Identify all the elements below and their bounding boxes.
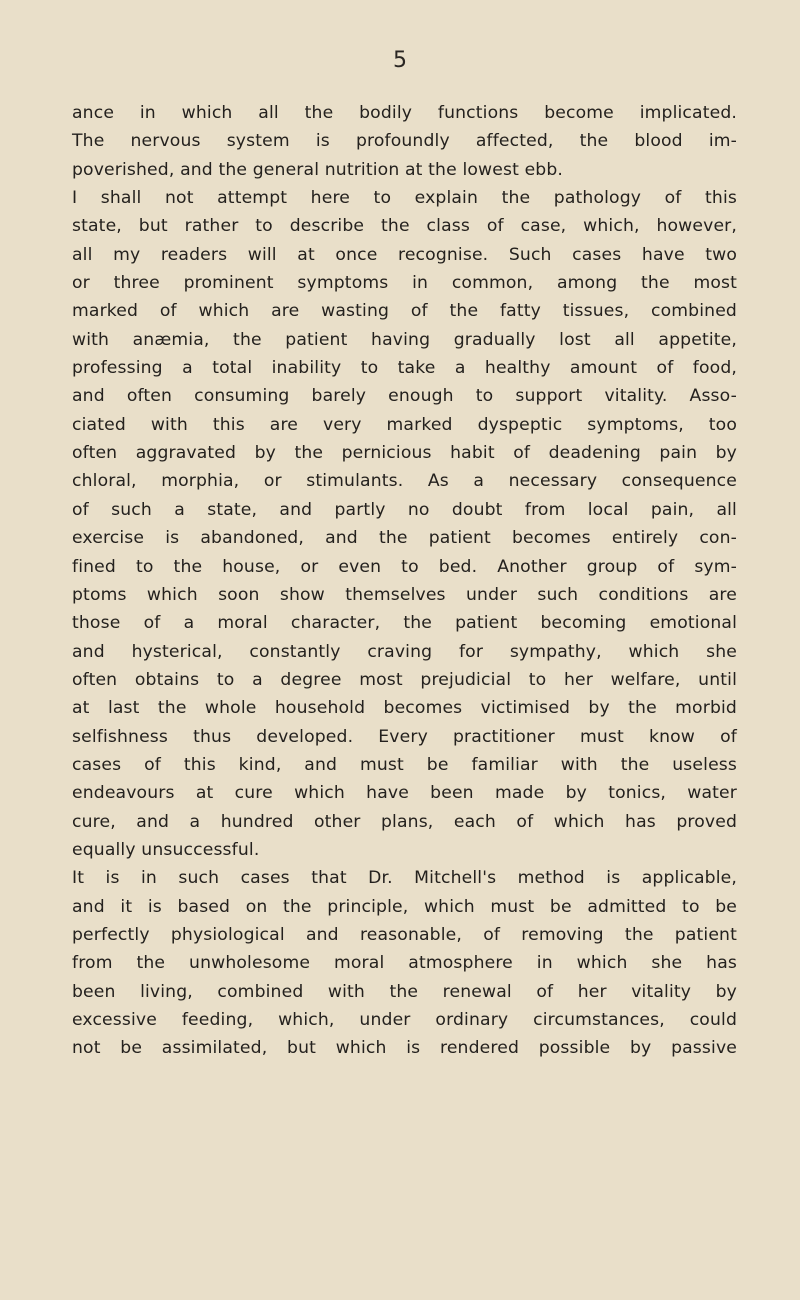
text-line: cases of this kind, and must be familiar with the useless (72, 754, 737, 775)
text-line: at last the whole household becomes victimised by the morbid (72, 698, 737, 719)
text-line: ance in which all the bodily functions become implicated. (72, 103, 737, 123)
body-text (72, 99, 737, 1063)
text-line: The nervous system is profoundly affected, the blood im- (72, 131, 737, 152)
text-line: ciated with this are very marked dyspeptic symptoms, too (72, 414, 737, 435)
text-line: exercise is abandoned, and the patient becomes entirely con- (72, 528, 737, 549)
text-line: It is in such cases that Dr. Mitchell's method is applicable, (72, 868, 737, 889)
text-line: of such a state, and partly no doubt from local pain, all (72, 499, 737, 520)
text-line: fined to the house, or even to bed. Another group of sym- (72, 556, 737, 577)
text-line: been living, combined with the renewal of her vitality by (72, 981, 737, 1002)
text-line: cure, and a hundred other plans, each of which has proved (72, 811, 737, 832)
text-line: from the unwholesome moral atmosphere in which she has (72, 953, 737, 974)
text-line: I shall not attempt here to explain the pathology of this (72, 188, 737, 209)
text-line: selfishness thus developed. Every practitioner must know of (72, 726, 737, 747)
text-line: with anæmia, the patient having gradually lost all appetite, (72, 329, 737, 350)
text-line: often obtains to a degree most prejudicial to her welfare, until (72, 669, 737, 690)
text-line: those of a moral character, the patient becoming emotional (72, 613, 737, 634)
text-line: state, but rather to describe the class of case, which, however, (72, 216, 737, 237)
text-line: poverished, and the general nutrition at the lowest ebb. (72, 159, 564, 180)
text-line: or three prominent symptoms in common, among the most (72, 273, 737, 294)
text-line: professing a total inability to take a healthy amount of food, (72, 358, 737, 379)
text-line: all my readers will at once recognise. Such cases have two (72, 244, 737, 265)
text-line: perfectly physiological and reasonable, of removing the patient (72, 924, 737, 945)
text-line: and it is based on the principle, which must be admitted to be (72, 896, 737, 917)
text-line: marked of which are wasting of the fatty tissues, combined (72, 301, 737, 322)
text-line: chloral, morphia, or stimulants. As a necessary consequence (72, 471, 737, 492)
text-line: endeavours at cure which have been made by tonics, water (72, 783, 737, 804)
text-line: and hysterical, constantly craving for sympathy, which she (72, 641, 737, 662)
text-line: excessive feeding, which, under ordinary circumstances, could (72, 1010, 737, 1030)
text-line: ptoms which soon show themselves under such conditions are (72, 584, 737, 605)
text-line: and often consuming barely enough to support vitality. Asso- (72, 386, 737, 407)
text-line: not be assimilated, but which is rendered possible by passive (72, 1038, 737, 1059)
text-line: equally unsuccessful. (72, 839, 260, 860)
page-number: 5 (393, 48, 407, 73)
text-line: often aggravated by the pernicious habit of deadening pain by (72, 443, 737, 464)
